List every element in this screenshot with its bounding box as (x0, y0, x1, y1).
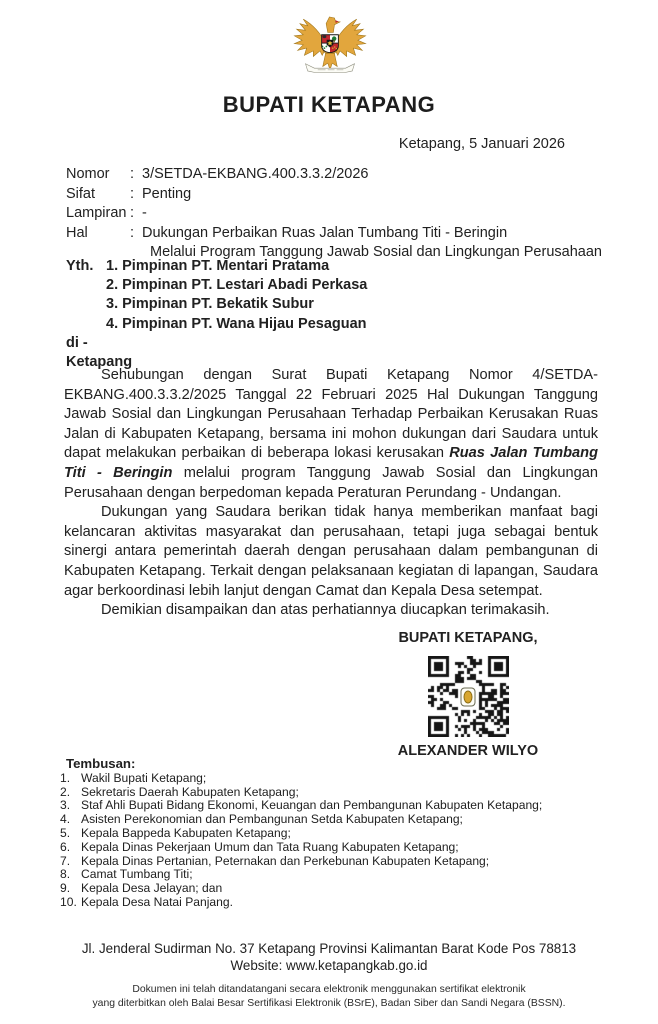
garuda-pancasila-emblem-icon (291, 5, 369, 89)
meta-row-lampiran: Lampiran : - (66, 204, 602, 224)
qr-center-emblem-icon (461, 687, 476, 706)
letter-nature: Penting (142, 185, 192, 202)
recipient-list (106, 257, 367, 334)
office-address: Jl. Jenderal Sudirman No. 37 Ketapang Provinsi Kalimantan Barat Kode Pos 78813 (81, 941, 577, 956)
tembusan-item: 6. Kepala Dinas Pekerjaan Umum dan Tata Ruang Kabupaten Ketapang; (60, 839, 459, 854)
tembusan-item: 2. Sekretaris Daerah Kabupaten Ketapang; (60, 784, 299, 799)
recipient-place: Ketapang (66, 354, 133, 371)
tembusan-item: 8. Camat Tumbang Titi; (60, 867, 193, 882)
qr-code (428, 656, 509, 737)
signature-block (364, 630, 572, 759)
meta-row-sifat: Sifat : Penting (66, 185, 602, 205)
office-website: Website: www.ketapangkab.go.id (230, 958, 428, 973)
recipient-place-prefix: di - (66, 334, 88, 351)
recipient-item: 2. Pimpinan PT. Lestari Abadi Perkasa (106, 277, 368, 294)
paragraph-2: Dukungan yang Saudara berikan tidak hanya memberikan manfaat bagi kelancaran aktivitas masyarakat dan perusahaan, tetapi juga sebagai bentuk sinergi antara pemerintah daerah dengan perusahaan dalam pembangunan di Kabupaten Ketapang. Terkait dengan pelaksanaan kegiatan di lapangan, Saudara agar berkoordinasi lebih lanjut dengan Camat dan Kepala Desa setempat. (64, 504, 598, 599)
road-segment-emphasis: Ruas Jalan Tumbang Titi - Beringin (64, 445, 599, 481)
recipient-item: 3. Pimpinan PT. Bekatik Subur (106, 296, 314, 313)
letter-subject-line1: Dukungan Perbaikan Ruas Jalan Tumbang Titi - Beringin (142, 224, 508, 241)
letterhead-title: BUPATI KETAPANG (222, 92, 436, 117)
electronic-signature-note: Dokumen ini telah ditandatangani secara elektronik menggunakan sertifikat elektronik yang diterbitkan oleh Balai Besar Sertifikasi Elektronik (BSrE), Badan Siber dan Sandi Negara (BSSN). (92, 984, 566, 1009)
letter-number: 3/SETDA-EKBANG.400.3.3.2/2026 (142, 166, 369, 182)
tembusan-heading: Tembusan: (66, 756, 136, 771)
meta-label: Hal (66, 224, 88, 241)
place-and-date: Ketapang, 5 Januari 2026 (398, 136, 565, 152)
tembusan-item: 3. Staf Ahli Bupati Bidang Ekonomi, Keuangan dan Pembangunan Kabupaten Ketapang; (60, 798, 543, 813)
salutation: Yth. (66, 258, 94, 274)
meta-row-hal: Hal : Dukungan Perbaikan Ruas Jalan Tumbang Titi - Beringin (66, 224, 602, 244)
letter-body (64, 366, 598, 621)
paragraph-3: Demikian disampaikan dan atas perhatiannya diucapkan terimakasih. (101, 602, 550, 619)
letter-meta-block (66, 165, 602, 263)
recipient-item: 4. Pimpinan PT. Wana Hijau Pesaguan (106, 315, 367, 332)
signatory-title: BUPATI KETAPANG, (398, 630, 538, 646)
recipients-block (66, 257, 367, 372)
letter-subject-line2: Melalui Program Tanggung Jawab Sosial dan Lingkungan Perusahaan (150, 244, 602, 260)
tembusan-item: 9. Kepala Desa Jelayan; dan (60, 881, 223, 896)
tembusan-item: 7. Kepala Dinas Pertanian, Peternakan dan Perkebunan Kabupaten Ketapang; (60, 853, 490, 868)
tembusan-item: 10. Kepala Desa Natai Panjang. (60, 894, 233, 909)
meta-label: Lampiran (66, 205, 127, 221)
paragraph-1: Sehubungan dengan Surat Bupati Ketapang Nomor 4/SETDA-EKBANG.400.3.3.2/2025 Tanggal 22 Februari 2025 Hal Dukungan Tanggung Jawab Sosial dan Lingkungan Perusahaan Terhadap Perbaikan Kerusakan Ruas Jalan di Kabupaten Ketapang, bersama ini mohon dukungan dari Saudara untuk dapat melakukan perbaikan di beberapa lokasi kerusakan Ruas Jalan Tumbang Titi - Beringin melalui program Tanggung Jawab Sosial dan Lingkungan Perusahaan dengan berpedoman kepada Peraturan Perundang - Undangan. (64, 367, 599, 501)
tembusan-item: 5. Kepala Bappeda Kabupaten Ketapang; (60, 825, 291, 840)
meta-row-nomor: Nomor : 3/SETDA-EKBANG.400.3.3.2/2026 (66, 165, 602, 185)
tembusan-item: 1. Wakil Bupati Ketapang; (60, 770, 207, 785)
letter-attachment: - (142, 205, 147, 221)
letter-footer (0, 940, 658, 1010)
tembusan-item: 4. Asisten Perekonomian dan Pembangunan Setda Kabupaten Ketapang; (60, 812, 463, 827)
signatory-name: ALEXANDER WILYO (397, 743, 539, 759)
recipient-item: 1. Pimpinan PT. Mentari Pratama (106, 258, 330, 274)
meta-label: Sifat (66, 185, 96, 202)
tembusan-block (60, 757, 542, 910)
meta-label: Nomor (66, 166, 110, 182)
